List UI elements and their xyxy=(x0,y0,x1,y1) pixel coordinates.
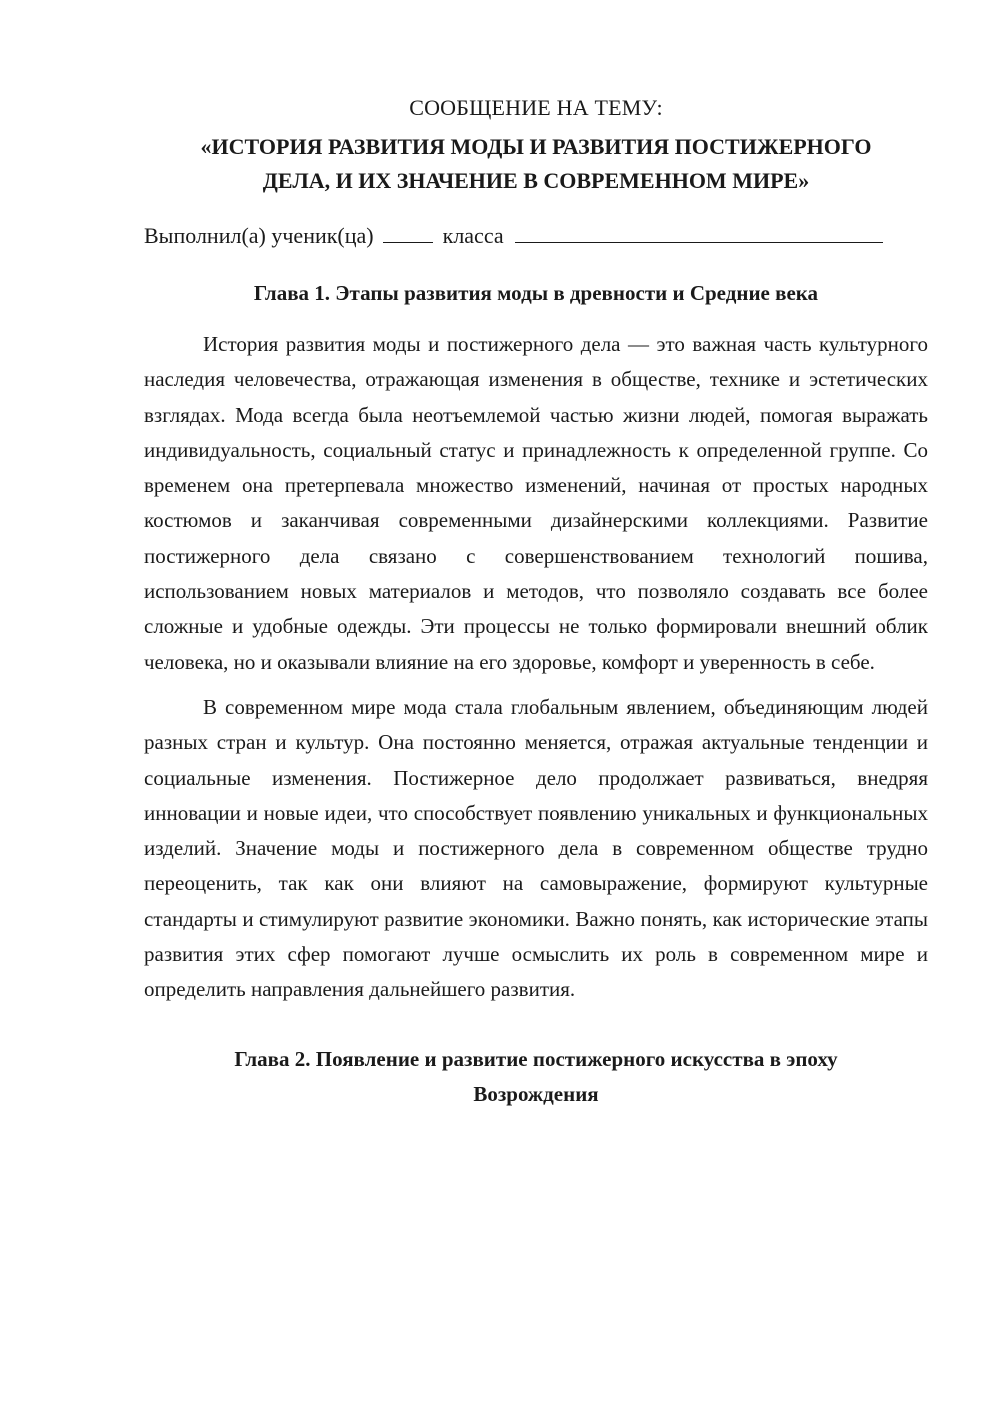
chapter-heading-line: Глава 1. Этапы развития моды в древности и Средние века xyxy=(253,281,819,305)
document-title-line: ДЕЛА, И ИХ ЗНАЧЕНИЕ В СОВРЕМЕННОМ МИРЕ» xyxy=(262,168,810,193)
class-number-blank xyxy=(383,220,433,243)
document-title-line: «ИСТОРИЯ РАЗВИТИЯ МОДЫ И РАЗВИТИЯ ПОСТИЖЕРНОГО xyxy=(200,134,872,159)
chapter-1-paragraph-1: История развития моды и постижерного дела — это важная часть культурного наследия человечества, отражающая изменения в обществе, технике и эстетических взглядах. Мода всегда была неотъемлемой частью жизни людей, помогая выражать индивидуальность, социальный статус и принадлежность к определенной группе. Со временем она претерпевала множество изменений, начиная от простых народных костюмов и заканчивая современными дизайнерскими коллекциями. Развитие постижерного дела связано с совершенствованием технологий пошива, использованием новых материалов и методов, что позволяло создавать все более сложные и удобные одежды. Эти процессы не только формировали внешний облик человека, но и оказывали влияние на его здоровье, комфорт и уверенность в себе. xyxy=(144,332,928,674)
author-label: Выполнил(а) ученик(ца) xyxy=(144,223,374,248)
chapter-heading-line: Глава 2. Появление и развитие постижерного искусства в эпоху xyxy=(234,1046,838,1071)
document-label: СООБЩЕНИЕ НА ТЕМУ: xyxy=(409,95,663,120)
student-name-blank xyxy=(515,220,883,243)
document-page xyxy=(144,92,928,1112)
chapter-1-paragraph-2: В современном мире мода стала глобальным явлением, объединяющим людей разных стран и культур. Она постоянно меняется, отражая актуальные тенденции и социальные изменения. Постижерное дело продолжает развиваться, внедряя инновации и новые идеи, что способствует появлению уникальных и функциональных изделий. Значение моды и постижерного дела в современном обществе трудно переоценить, так как они влияют на самовыражение, формируют культурные стандарты и стимулируют развитие экономики. Важно понять, как исторические этапы развития этих сфер помогают лучше осмыслить их роль в современном мире и определить направления дальнейшего развития. xyxy=(144,694,928,1002)
class-label: класса xyxy=(442,223,504,248)
document-title xyxy=(144,130,928,198)
chapter-heading-line: Возрождения xyxy=(473,1081,599,1106)
author-line xyxy=(144,220,928,252)
chapter-1-heading xyxy=(144,276,928,311)
chapter-2-heading xyxy=(144,1042,928,1112)
